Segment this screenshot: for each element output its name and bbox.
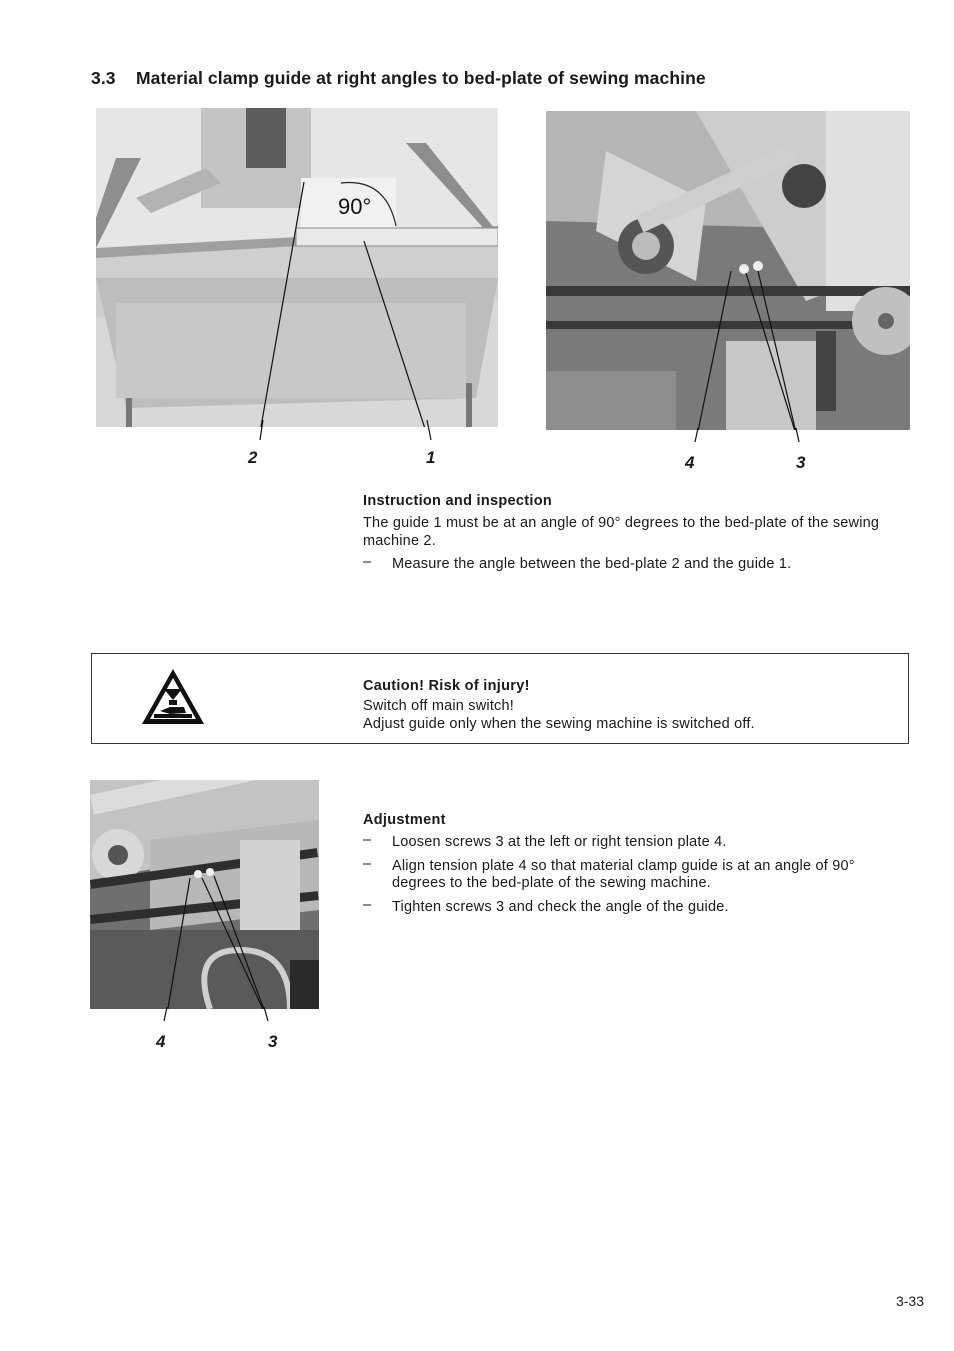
section-number: 3.3 <box>91 68 116 88</box>
section-title-text: Material clamp guide at right angles to bed-plate of sewing machine <box>136 68 706 88</box>
adjustment-bullet <box>363 896 911 917</box>
bullet-text: Measure the angle between the bed-plate 2 and the guide 1. <box>392 556 792 572</box>
caution-text-block <box>363 678 903 733</box>
bullet-dash: – <box>363 855 372 872</box>
caution-line-2: Adjust guide only when the sewing machine is switched off. <box>363 715 755 732</box>
bullet-dash: – <box>363 896 372 913</box>
figure-1-photo <box>96 108 498 427</box>
figure-2-callout-4: 4 <box>685 453 695 472</box>
figure-2-callout-3: 3 <box>796 453 806 472</box>
bullet-dash: – <box>363 554 372 570</box>
hand-crush-warning-icon <box>140 667 206 727</box>
caution-heading: Caution! Risk of injury! <box>363 678 530 694</box>
page-number: 3-33 <box>895 1293 924 1309</box>
figure-3-callout-3: 3 <box>268 1032 278 1051</box>
figure-3-leader-ends <box>90 1007 319 1027</box>
adjustment-bullet <box>363 855 911 893</box>
instruction-section <box>363 493 911 574</box>
section-title <box>91 68 706 89</box>
bullet-dash: – <box>363 832 372 848</box>
figure-2-photo <box>546 111 910 430</box>
angle-label: 90° <box>338 194 372 219</box>
instruction-bullet <box>363 556 911 574</box>
figure-2-leader-ends <box>546 428 910 448</box>
bullet-text: Tighten screws 3 and check the angle of the guide. <box>392 898 729 915</box>
bullet-text: Align tension plate 4 so that material clamp guide is at an angle of 90° degrees to the bed-plate of the sewing machine. <box>392 857 855 891</box>
instruction-text: The guide 1 must be at an angle of 90° degrees to the bed-plate of the sewing machine 2. <box>363 515 880 549</box>
figure-1-callout-2: 2 <box>248 448 258 467</box>
caution-box <box>91 653 909 744</box>
adjustment-bullet <box>363 834 911 852</box>
instruction-heading: Instruction and inspection <box>363 493 553 509</box>
figure-3-photo <box>90 780 319 1009</box>
caution-line-1: Switch off main switch! <box>363 698 514 714</box>
adjustment-section <box>363 812 911 916</box>
figure-1-leader-ends <box>96 420 498 445</box>
adjustment-heading: Adjustment <box>363 812 446 828</box>
figure-3-callout-4: 4 <box>156 1032 166 1051</box>
bullet-text: Loosen screws 3 at the left or right tension plate 4. <box>392 834 727 850</box>
figure-1-callout-1: 1 <box>426 448 436 467</box>
